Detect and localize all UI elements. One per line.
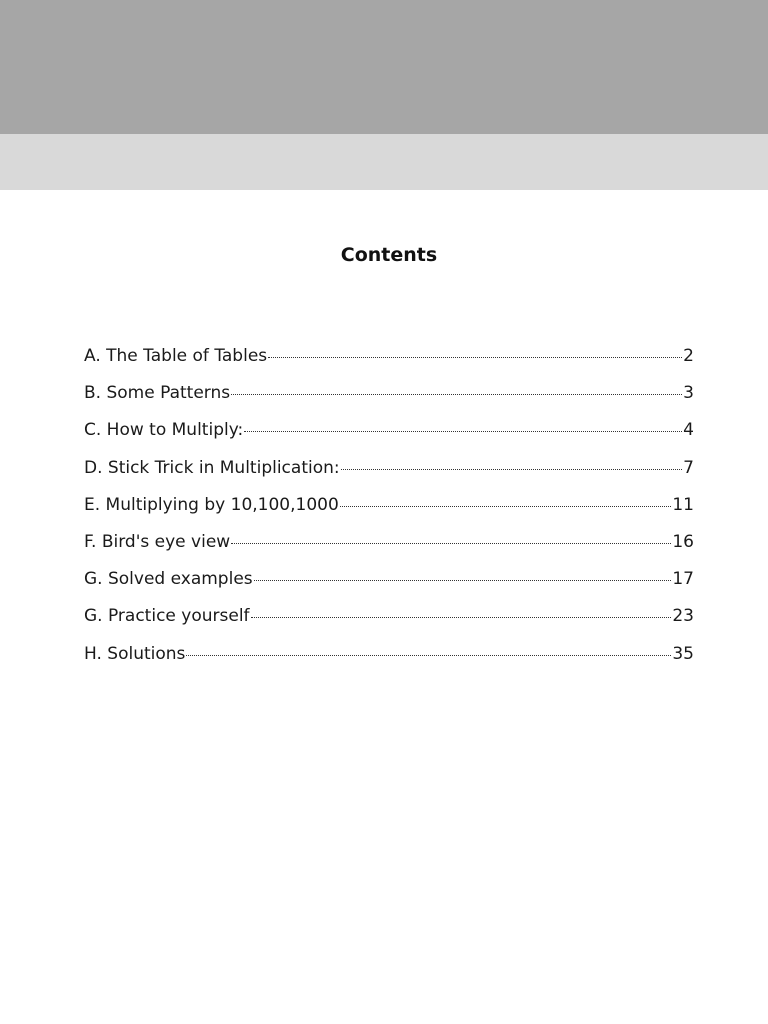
toc-entry-page: 11 [672,494,694,515]
toc-dot-leader [254,580,672,581]
toc-entry-label: F. Bird's eye view [84,531,231,552]
toc-entry-page: 3 [683,383,694,404]
toc-entry-label: E. Multiplying by 10,100,1000 [84,494,339,515]
toc-entry [84,346,694,383]
toc-dot-leader [231,394,682,395]
toc-entry [84,383,694,420]
toc-entry-label: C. How to Multiply: [84,420,244,441]
toc-entry-page: 7 [683,457,694,478]
toc-entry [84,532,694,569]
toc-entry [84,495,694,532]
toc-entry-label: A. The Table of Tables [84,346,268,366]
toc-entry-label: G. Practice yourself [84,606,250,627]
contents-title: Contents [340,244,438,266]
toc-dot-leader [268,357,682,358]
toc-dot-leader [186,655,671,656]
toc-entry [84,644,694,681]
toc-dot-leader [251,617,672,618]
header-band-dark [0,0,768,134]
toc-entry-page: 23 [672,606,694,627]
toc-entry-page: 2 [683,346,694,366]
toc-entry-page: 17 [672,569,694,590]
toc-entry-page: 35 [672,643,694,664]
header-band-light [0,134,768,190]
toc-entry-label: B. Some Patterns [84,383,231,404]
toc-entry [84,606,694,643]
toc-dot-leader [231,543,671,544]
toc-dot-leader [244,431,682,432]
toc-entry-label: D. Stick Trick in Multiplication: [84,457,340,478]
toc-entry-page: 4 [683,420,694,441]
toc-entry [84,458,694,495]
toc-entry-label: G. Solved examples [84,569,253,590]
toc-entry-label: H. Solutions [84,643,186,664]
table-of-contents [84,346,694,681]
toc-dot-leader [341,469,683,470]
toc-entry-page: 16 [672,531,694,552]
toc-entry [84,420,694,457]
toc-entry [84,569,694,606]
toc-dot-leader [340,506,672,507]
